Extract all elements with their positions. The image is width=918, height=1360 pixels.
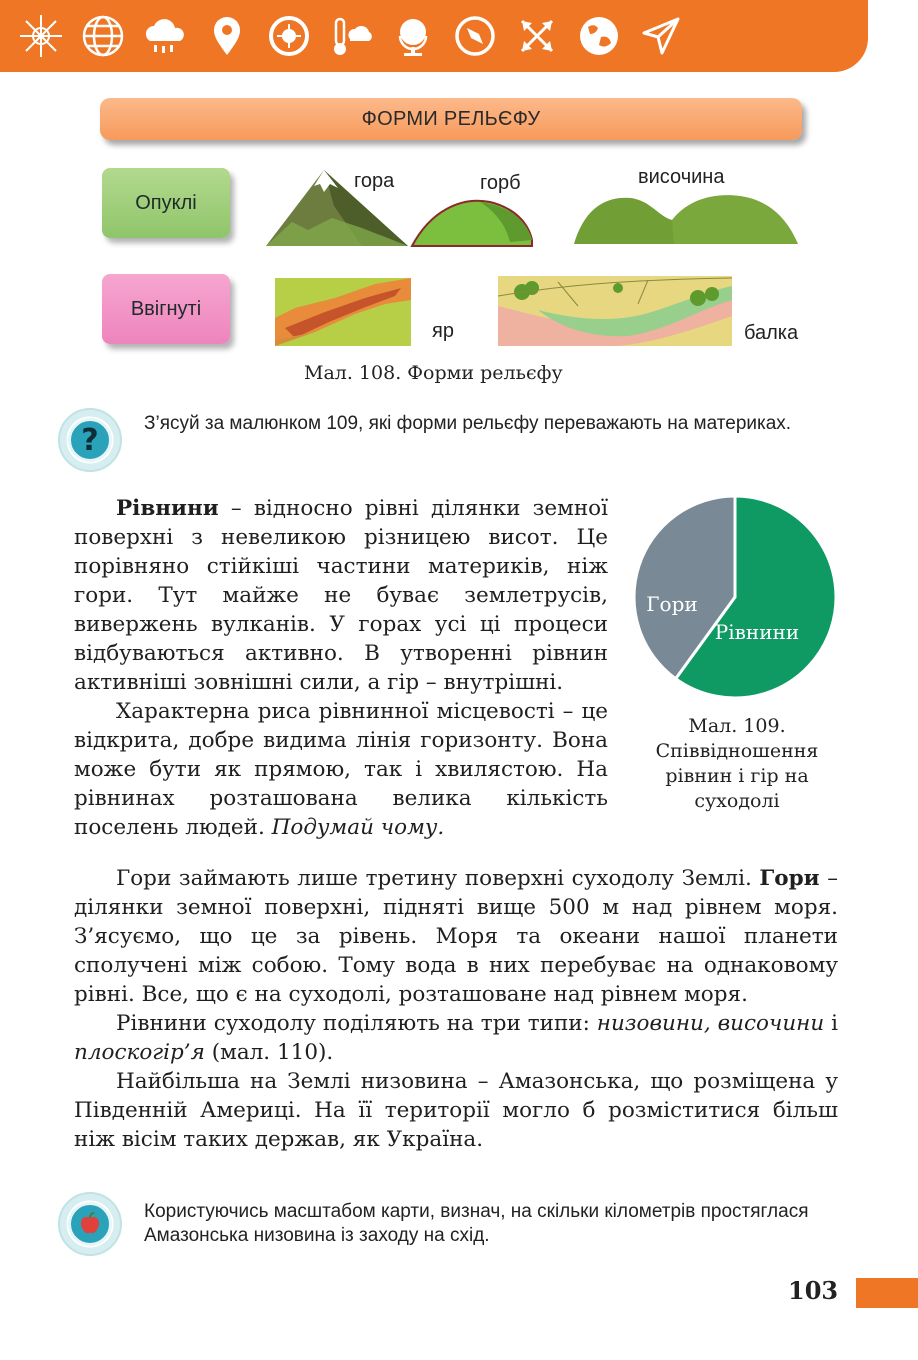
compass-needle-icon: [444, 5, 506, 67]
pie-label-0: Рівнини: [714, 620, 800, 644]
desk-globe-icon: [382, 5, 444, 67]
figure109-caption: [632, 714, 842, 814]
apple-icon: [68, 1202, 112, 1246]
rain-cloud-icon: [134, 5, 196, 67]
convex-category-label: Опуклі: [102, 168, 230, 238]
term-mountains: Гори: [759, 866, 820, 891]
page-number-bar: [856, 1278, 918, 1308]
concave-category-label: Ввігнуті: [102, 274, 230, 344]
upland-illustration: [574, 190, 800, 246]
figure109-caption-line4: суходолі: [694, 790, 780, 812]
compass-icon: [258, 5, 320, 67]
ravine-label: яр: [432, 320, 454, 342]
plain-types-b: і: [824, 1011, 838, 1036]
figure109-caption-line3: рівнин і гір на: [665, 765, 809, 787]
plain-types-a: Рівнини суходолу поділяють на три типи:: [116, 1011, 597, 1036]
gully-label: балка: [744, 322, 799, 344]
hill-label: горб: [480, 172, 521, 194]
location-pin-icon: [196, 5, 258, 67]
ravine-illustration: [275, 278, 411, 346]
plain-types-italic2: плоскогір’я: [74, 1040, 205, 1065]
directions-arrows-icon: [506, 5, 568, 67]
horizon-text: Характерна риса рівнинної місцевості – це відкрита, добре видима лінія горизонту. Вона може бути як прямою, так і хвилястою. На рівнинах розташована велика кількість поселень людей.: [74, 699, 608, 840]
mountain-label: гора: [354, 170, 395, 192]
paragraph-mountains: [74, 864, 838, 1154]
paper-plane-icon: [630, 5, 692, 67]
task-icon: [58, 1192, 122, 1256]
paragraph-plains: [74, 494, 608, 842]
earth-icon: [568, 5, 630, 67]
figure109-caption-line2: Співвідношення: [655, 740, 819, 762]
plains-mountains-pie-chart: [632, 494, 838, 700]
globe-grid-icon: [72, 5, 134, 67]
question-icon: [58, 408, 122, 472]
figure-banner: ФОРМИ РЕЛЬЄФУ: [100, 98, 802, 140]
upland-label: височина: [638, 166, 725, 188]
gully-illustration: [498, 276, 732, 346]
think-why-text: Подумай чому.: [271, 815, 445, 840]
mountains-definition: – ділянки земної поверхні, підняті вище 500 м над рівнем моря. З’ясуємо, що це за рівень. Моря та океани нашої планети сполучені між собою. Тому вода в них перебуває на однаковому рівні. Все, що є на суходолі, розташоване над рівнем моря.: [74, 866, 838, 1007]
plain-types-c: (мал. 110).: [204, 1040, 334, 1065]
amazon-lowland-text: Найбільша на Землі низовина – Амазонська, що розміщена у Південній Америці. На її території могло б розміститися більш ніж вісім таких держав, як Україна.: [74, 1069, 838, 1152]
page-number: 103: [788, 1276, 839, 1305]
figure109-caption-line1: Мал. 109.: [688, 715, 786, 737]
compass-rose-icon: [10, 5, 72, 67]
thermometer-cloud-icon: [320, 5, 382, 67]
term-plains: Рівнини: [116, 496, 219, 521]
figure108-caption: Мал. 108. Форми рельєфу: [304, 362, 563, 384]
pie-label-1: Гори: [646, 592, 698, 616]
plain-types-italic1: низовини, височини: [596, 1011, 825, 1036]
mountains-intro: Гори займають лише третину поверхні суходолу Землі.: [116, 866, 760, 891]
plains-definition: – відносно рівні ділянки земної поверхні з невеликою різницею висот. Це порівняно стійкіші частини материків, ніж гори. Тут майже не буває землетрусів, вивержень вулканів. У горах усі ці процеси відбуваються активно. В утворенні рівнин активніші зовнішні сили, а гір – внутрішні.: [74, 496, 608, 695]
task-text: Користуючись масштабом карти, визнач, на скільки кілометрів простяглася Амазонська низовина із заходу на схід.: [144, 1201, 809, 1246]
header-icon-strip: [0, 0, 868, 72]
question-text: З’ясуй за малюнком 109, які форми рельєфу переважають на материках.: [144, 413, 792, 434]
question-mark-icon: ?: [68, 418, 112, 462]
hill-illustration: [410, 192, 534, 248]
